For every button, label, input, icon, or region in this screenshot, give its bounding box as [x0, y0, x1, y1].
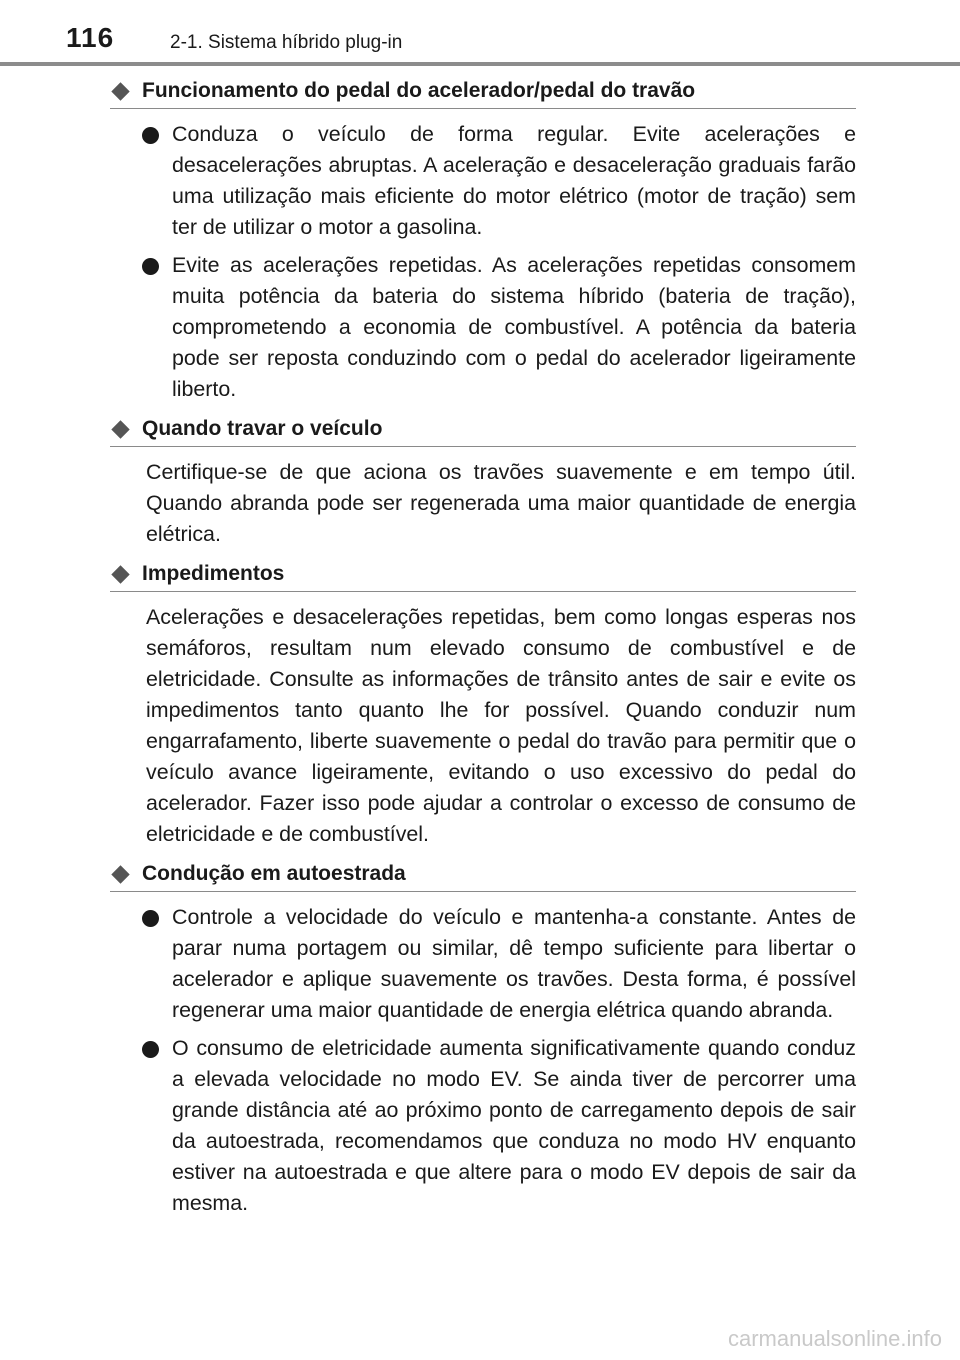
- bullet-text: O consumo de eletricidade aumenta significativamente quando conduz a elevada velocidade no modo EV. Se ainda tiver de percorrer uma grande distância até ao próximo ponto de carregamento depois de sair da autoestrada, recomendamos que conduza no modo HV enquanto estiver na autoestrada e que altere para o modo EV depois de sair da mesma.: [172, 1036, 856, 1215]
- diamond-icon: [111, 865, 129, 883]
- bullet-text: Controle a velocidade do veículo e mantenha-a constante. Antes de parar numa portagem ou similar, dê tempo suficiente para libertar o acelerador e aplique suavemente os travões. Desta forma, é possível regenerar uma maior quantidade de energia elétrica quando abranda.: [172, 905, 856, 1022]
- section-paragraph: Acelerações e desacelerações repetidas, bem como longas esperas nos semáforos, resultam num elevado consumo de combustível e de eletricidade. Consulte as informações de trânsito antes de sair e evite os impedimentos tanto quanto lhe for possível. Quando conduzir num engarrafamento, liberte suavemente o pedal do travão para permitir que o veículo avance ligeiramente, evitando o uso excessivo do pedal do acelerador. Fazer isso pode ajudar a controlar o excesso de consumo de eletricidade e de combustível.: [146, 605, 856, 846]
- section-accelerator-brake: [110, 74, 856, 405]
- section-heading: [110, 857, 856, 892]
- list-item: [110, 119, 856, 243]
- bullet-list: [110, 119, 856, 405]
- section-title: Funcionamento do pedal do acelerador/pedal do travão: [142, 79, 696, 102]
- section-paragraph: Certifique-se de que aciona os travões suavemente e em tempo útil. Quando abranda pode ser regenerada uma maior quantidade de energia elétrica.: [146, 460, 856, 546]
- bullet-dot-icon: [142, 127, 159, 144]
- section-traffic-jams: [110, 557, 856, 850]
- section-heading: [110, 412, 856, 447]
- page-number: 116: [66, 22, 115, 53]
- bullet-text: Evite as acelerações repetidas. As acelerações repetidas consomem muita potência da bateria do sistema híbrido (bateria de tração), comprometendo a economia de combustível. A potência da bateria pode ser reposta conduzindo com o pedal do acelerador ligeiramente liberto.: [172, 253, 856, 401]
- list-item: [110, 250, 856, 405]
- diamond-icon: [111, 82, 129, 100]
- list-item: [110, 1033, 856, 1219]
- diamond-icon: [111, 565, 129, 583]
- section-heading: [110, 74, 856, 109]
- bullet-list: [110, 902, 856, 1219]
- list-item: [110, 902, 856, 1026]
- bullet-dot-icon: [142, 1041, 159, 1058]
- watermark: carmanualsonline.info: [727, 1326, 942, 1351]
- section-title: Condução em autoestrada: [142, 862, 406, 885]
- page-header: [0, 0, 960, 66]
- section-braking: [110, 412, 856, 550]
- bullet-dot-icon: [142, 258, 159, 275]
- bullet-text: Conduza o veículo de forma regular. Evite acelerações e desacelerações abruptas. A aceleração e desaceleração graduais farão uma utilização mais eficiente do motor elétrico (motor de tração) sem ter de utilizar o motor a gasolina.: [172, 122, 856, 239]
- section-title: Quando travar o veículo: [142, 417, 383, 440]
- section-heading: [110, 557, 856, 592]
- chapter-title: 2-1. Sistema híbrido plug-in: [170, 32, 403, 53]
- page-content: [110, 74, 856, 1226]
- header-divider: [0, 62, 960, 66]
- section-highway-driving: [110, 857, 856, 1219]
- diamond-icon: [111, 420, 129, 438]
- section-title: Impedimentos: [142, 562, 285, 585]
- bullet-dot-icon: [142, 910, 159, 927]
